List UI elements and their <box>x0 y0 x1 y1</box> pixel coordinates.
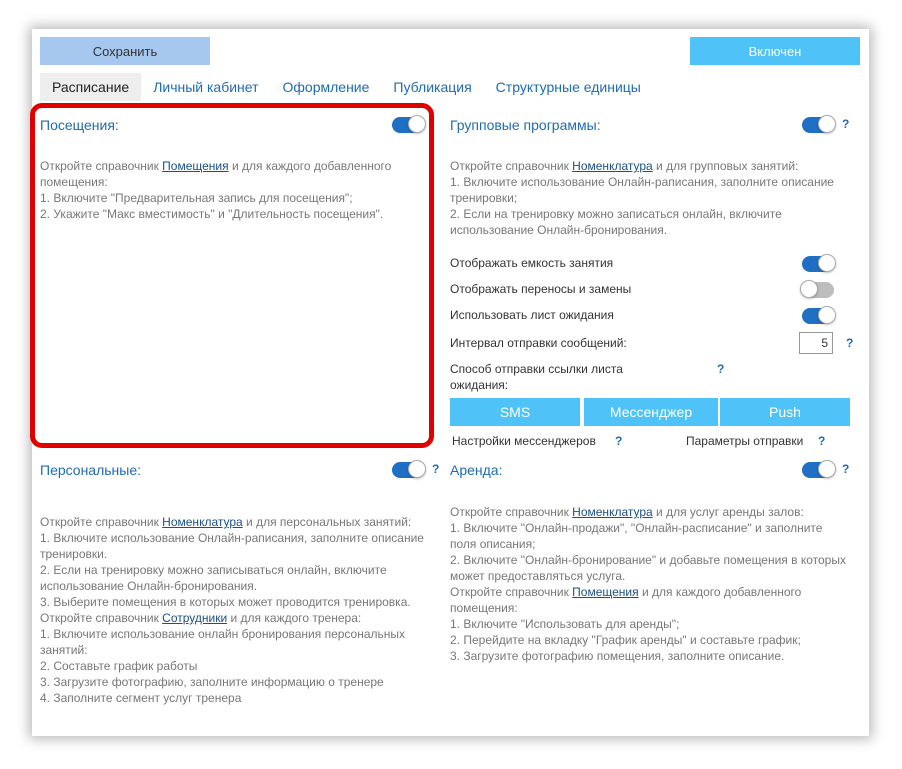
desc-line: 1. Включите использование Онлайн-раписания, заполните описание тренировки. <box>40 531 424 561</box>
desc-line: 2. Составьте график работы <box>40 659 198 673</box>
toggle-knob <box>408 115 426 133</box>
sms-button[interactable]: SMS <box>450 398 580 426</box>
desc-line: 2. Укажите "Макс вместимость" и "Длительность посещения". <box>40 207 384 221</box>
toggle-knob <box>818 460 836 478</box>
rooms-link[interactable]: Помещения <box>572 585 639 599</box>
rooms-link[interactable]: Помещения <box>162 159 229 173</box>
desc-line: 1. Включите использование онлайн бронирования персональных занятий: <box>40 627 406 657</box>
push-button[interactable]: Push <box>720 398 850 426</box>
send-method-help-icon[interactable]: ? <box>717 362 725 376</box>
use-waitlist-label: Использовать лист ожидания <box>450 308 614 322</box>
visits-description <box>40 158 430 222</box>
send-params-link[interactable]: Параметры отправки <box>686 434 804 448</box>
send-interval-help-icon[interactable]: ? <box>846 336 854 350</box>
send-interval-input[interactable] <box>799 332 833 354</box>
personal-description <box>40 514 430 706</box>
desc-line: 1. Включите "Онлайн-продажи", "Онлайн-расписание" и заполните поля описания; <box>450 521 823 551</box>
group-programs-toggle[interactable] <box>802 117 834 133</box>
rent-title: Аренда: <box>450 462 503 478</box>
desc-line: 2. Перейдите на вкладку "График аренды" и составьте график; <box>450 633 801 647</box>
enabled-button[interactable]: Включен <box>690 37 860 65</box>
show-capacity-label: Отображать емкость занятия <box>450 256 614 270</box>
rent-toggle[interactable] <box>802 462 834 478</box>
tab-publication[interactable]: Публикация <box>393 79 472 95</box>
desc-line: 3. Загрузите фотографию помещения, заполните описание. <box>450 649 785 663</box>
personal-help-icon[interactable]: ? <box>432 462 440 476</box>
desc-line: 3. Загрузите фотографию, заполните информацию о тренере <box>40 675 384 689</box>
employees-link[interactable]: Сотрудники <box>162 611 228 625</box>
toggle-knob <box>818 254 836 272</box>
desc-text: и для каждого добавленного помещения: <box>450 585 802 615</box>
messenger-button[interactable]: Мессенджер <box>584 398 718 426</box>
desc-text: и для услуг аренды залов: <box>652 505 804 519</box>
nomenclature-link[interactable]: Номенклатура <box>572 505 653 519</box>
nomenclature-link[interactable]: Номенклатура <box>162 515 243 529</box>
desc-text: Откройте справочник <box>40 611 163 625</box>
rent-help-icon[interactable]: ? <box>842 462 850 476</box>
desc-line: 2. Если на тренировку можно записываться онлайн, включите использование Онлайн-бронирования. <box>40 563 387 593</box>
desc-line: 2. Если на тренировку можно записаться онлайн, включите использование Онлайн-бронирования. <box>450 207 782 237</box>
desc-text: Откройте справочник <box>40 515 163 529</box>
toggle-knob <box>408 460 426 478</box>
tab-design[interactable]: Оформление <box>282 79 370 95</box>
group-programs-title: Групповые программы: <box>450 117 601 133</box>
desc-text: Откройте справочник <box>450 505 573 519</box>
send-params-help-icon[interactable]: ? <box>818 434 826 448</box>
tab-personal-account[interactable]: Личный кабинет <box>153 79 259 95</box>
tab-schedule[interactable]: Расписание <box>40 73 141 101</box>
personal-title: Персональные: <box>40 462 142 478</box>
desc-text: и для персональных занятий: <box>242 515 412 529</box>
show-capacity-toggle[interactable] <box>802 256 834 272</box>
send-interval-label: Интервал отправки сообщений: <box>450 336 627 350</box>
desc-text: Откройте справочник <box>40 159 163 173</box>
save-button[interactable]: Сохранить <box>40 37 210 65</box>
tab-bar <box>40 73 653 101</box>
desc-text: и для групповых занятий: <box>652 159 799 173</box>
use-waitlist-toggle[interactable] <box>802 308 834 324</box>
desc-line: 4. Заполните сегмент услуг тренера <box>40 691 242 705</box>
desc-text: Откройте справочник <box>450 585 573 599</box>
messenger-settings-help-icon[interactable]: ? <box>615 434 623 448</box>
messenger-settings-link[interactable]: Настройки мессенджеров <box>452 434 596 448</box>
show-transfers-label: Отображать переносы и замены <box>450 282 632 296</box>
desc-line: 1. Включите "Использовать для аренды"; <box>450 617 680 631</box>
rent-description <box>450 504 850 664</box>
desc-line: 1. Включите использование Онлайн-раписания, заполните описание тренировки; <box>450 175 834 205</box>
desc-text: и для каждого добавленного помещения: <box>40 159 392 189</box>
toggle-knob <box>818 306 836 324</box>
desc-line: 3. Выберите помещения в которых может проводится тренировка. <box>40 595 411 609</box>
group-programs-description <box>450 158 850 238</box>
desc-line: 2. Включите "Онлайн-бронирование" и добавьте помещения в которых может предоставляться услуга. <box>450 553 846 583</box>
toggle-knob <box>818 115 836 133</box>
settings-panel <box>32 29 869 736</box>
personal-toggle[interactable] <box>392 462 424 478</box>
show-transfers-toggle[interactable] <box>802 282 834 298</box>
desc-line: 1. Включите "Предварительная запись для посещения"; <box>40 191 353 205</box>
visits-toggle[interactable] <box>392 117 424 133</box>
desc-text: и для каждого тренера: <box>227 611 362 625</box>
visits-title: Посещения: <box>40 117 119 133</box>
send-method-label: Способ отправки ссылки листа ожидания: <box>450 362 623 392</box>
tab-structural-units[interactable]: Структурные единицы <box>495 79 641 95</box>
toggle-knob <box>800 280 818 298</box>
desc-text: Откройте справочник <box>450 159 573 173</box>
nomenclature-link[interactable]: Номенклатура <box>572 159 653 173</box>
group-programs-help-icon[interactable]: ? <box>842 117 850 131</box>
